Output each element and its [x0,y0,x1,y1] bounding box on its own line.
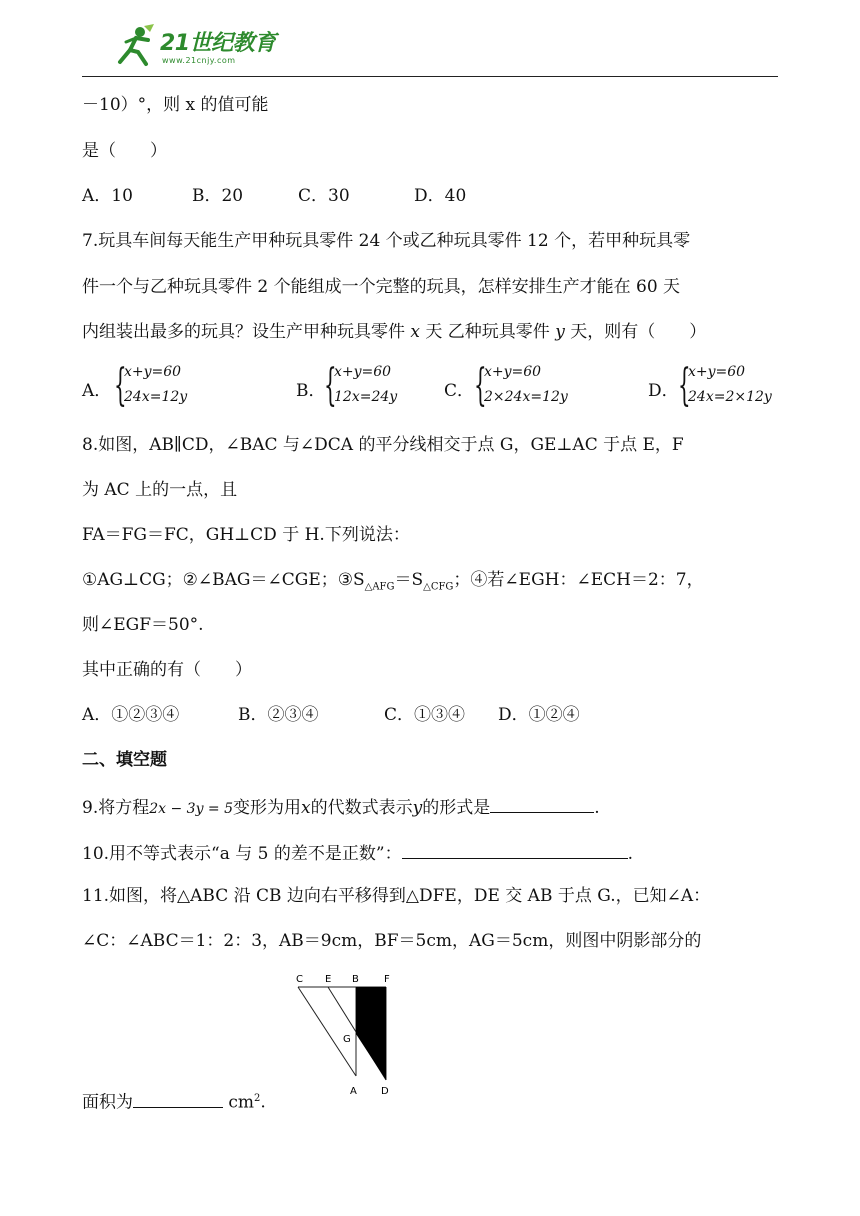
q9-var-x: x [301,798,311,818]
label-f: F [384,974,390,985]
q7-option-d-eq1: x+y=60 [688,364,746,380]
q7-option-c-label: C． [444,381,475,401]
q11-line-3 [82,1088,266,1114]
q11-answer-blank[interactable] [133,1089,223,1108]
q8-sub-cfg: △CFG [423,581,454,593]
q8-options [82,704,580,726]
q8-line-4-a: ①AG⊥CG；②∠BAG＝∠CGE；③S [82,570,365,590]
logo-text: 21世纪教育 [160,31,276,56]
q6-line-2: 是（ ） [82,141,167,161]
brace-icon: { [114,360,127,411]
q8-sub-afg: △AFG [364,581,395,593]
q10-answer-blank[interactable] [402,840,628,859]
q6-option-c: C．30 [298,186,350,206]
label-c: C [296,974,303,985]
q8-option-a: A．①②③④ [82,705,180,725]
q10-line [82,840,633,865]
q6-option-b: B．20 [192,186,244,206]
q6-line-1: －10）°，则 x 的值可能 [82,95,269,115]
q11-line-2: ∠C：∠ABC＝1：2：3，AB＝9cm，BF＝5cm，AG＝5cm，则图中阴影部分的 [82,931,702,951]
segment-ca [298,987,356,1076]
q9-text-b: 变形为用 [233,798,302,818]
q11-line-1: 11.如图，将△ABC 沿 CB 边向右平移得到△DFE，DE 交 AB 于点 G.，已知∠A： [82,886,711,906]
q8-line-1: 8.如图，AB∥CD，∠BAC 与∠DCA 的平分线相交于点 G，GE⊥AC 于点 E，F [82,435,684,455]
q11-text-b: cm [223,1092,255,1113]
q7-option-a-label: A． [82,381,112,401]
label-d: D [381,1086,389,1097]
logo-url: www.21cnjy.com [162,56,236,65]
q9-var-y: y [412,798,423,818]
q7-option-d-eq2: 24x=2×12y [688,389,772,405]
q7-option-b-eq2: 12x=24y [334,389,398,405]
q8-line-2: 为 AC 上的一点，且 [82,480,238,500]
runner-logo-icon [110,22,158,70]
q8-line-6: 其中正确的有（ ） [82,660,252,680]
label-a: A [350,1086,357,1097]
page-header [82,14,782,78]
q7-option-a-eq1: x+y=60 [124,364,182,380]
q9-end: . [594,798,600,818]
q7-line-3-b: 天 乙种玩具零件 [420,322,550,342]
q9-text-a: 9.将方程 [82,798,150,818]
q8-option-d: D．①②④ [498,705,580,725]
q10-end: . [627,844,633,864]
q8-line-5: 则∠EGF＝50°. [82,615,204,635]
brace-icon: { [678,360,691,411]
q7-line-2: 件一个与乙种玩具零件 2 个能组成一个完整的玩具，怎样安排生产才能在 60 天 [82,277,681,297]
q11-figure [288,968,408,1108]
q7-var-x: x [410,322,420,342]
label-g: G [343,1034,351,1045]
q11-text-c: . [260,1092,266,1113]
shaded-region [356,987,386,1080]
q7-var-y: y [555,322,565,342]
q9-equation: 2x − 3y = 5 [149,801,234,817]
q8-option-c: C．①③④ [384,705,466,725]
q7-line-3-c: 天，则有（ ） [564,322,707,342]
q7-option-d [648,362,788,412]
label-b: B [352,974,359,985]
q7-option-a [82,362,282,412]
q7-option-c-eq1: x+y=60 [484,364,542,380]
q8-line-4-c: ；④若∠EGH：∠ECH＝2：7， [453,570,704,590]
q8-option-b: B．②③④ [238,705,319,725]
q10-text: 10.用不等式表示“a 与 5 的差不是正数”： [82,844,402,864]
q8-line-4 [82,569,704,598]
q11-sup: 2 [254,1093,261,1104]
brand-logo [110,18,310,74]
q7-option-d-label: D． [648,381,679,401]
q6-option-d: D．40 [414,186,467,206]
q7-line-3-a: 内组装出最多的玩具？设生产甲种玩具零件 [82,322,405,342]
q8-line-3: FA＝FG＝FC，GH⊥CD 于 H.下列说法： [82,525,410,545]
q9-text-d: 的形式是 [422,798,491,818]
brace-icon: { [324,360,337,411]
q7-option-c [444,362,624,412]
q6-option-a: A．10 [82,186,133,206]
q9-line [82,794,600,820]
q7-option-b [296,362,446,412]
q7-option-b-eq1: x+y=60 [334,364,392,380]
q7-option-c-eq2: 2×24x=12y [484,389,568,405]
brace-icon: { [474,360,487,411]
header-divider [82,76,778,77]
q7-line-1: 7.玩具车间每天能生产甲种玩具零件 24 个或乙种玩具零件 12 个，若甲种玩具零 [82,231,691,251]
label-e: E [325,974,332,985]
q7-line-3 [82,321,706,343]
q9-answer-blank[interactable] [490,794,594,813]
q11-text-a: 面积为 [82,1092,133,1113]
q8-line-4-b: ＝S [394,570,424,590]
section-title: 二、填空题 [82,750,167,770]
q6-options [82,185,466,207]
q7-option-b-label: B． [296,381,326,401]
q7-option-a-eq2: 24x=12y [124,389,188,405]
q9-text-c: 的代数式表示 [310,798,413,818]
